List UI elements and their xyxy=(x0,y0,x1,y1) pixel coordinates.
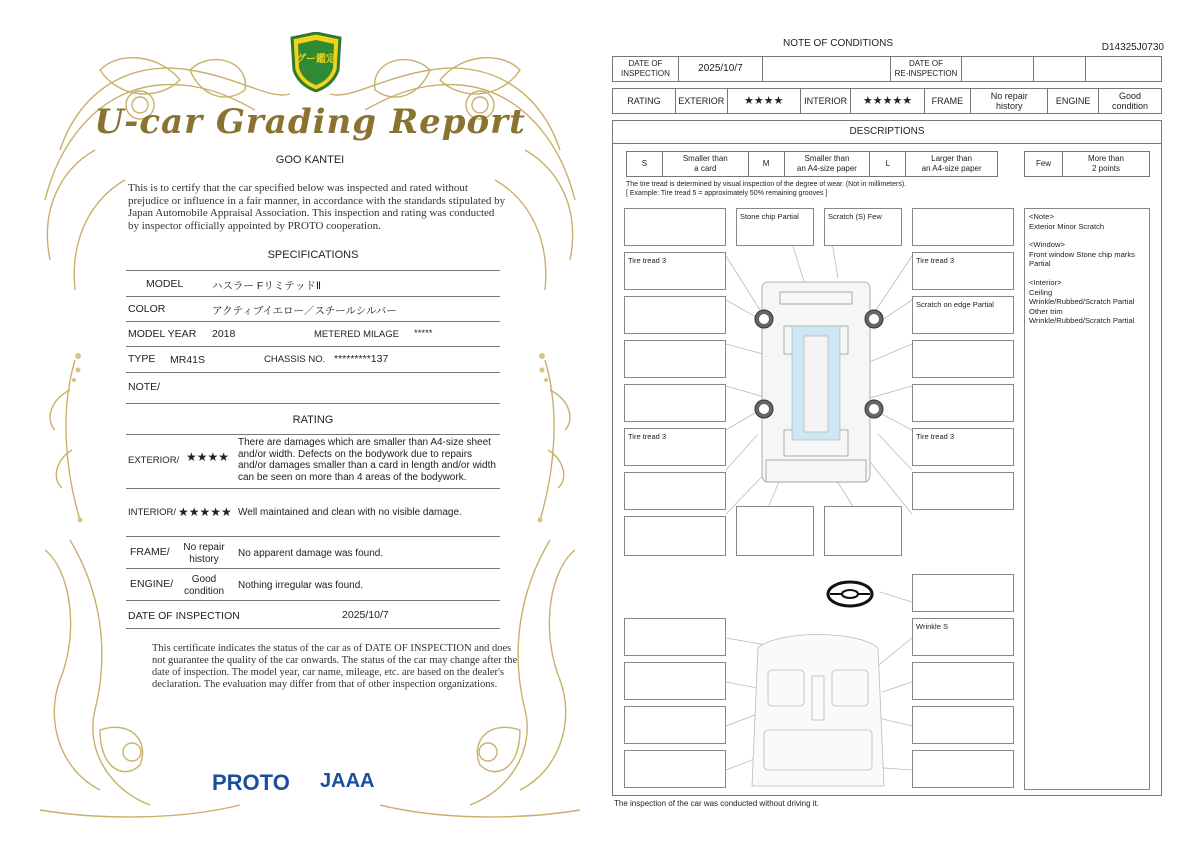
frame-label: FRAME xyxy=(924,89,971,114)
descriptions-heading: DESCRIPTIONS xyxy=(612,120,1162,144)
metered-milage-value: ***** xyxy=(414,328,433,339)
interior-stars: ★★★★★ xyxy=(178,505,232,519)
legend-s-desc xyxy=(662,152,748,177)
exterior-box-5 xyxy=(624,384,726,422)
note-text: Exterior Minor Scratch xyxy=(1029,221,1105,231)
steering-box xyxy=(912,574,1014,612)
chassis-label: CHASSIS NO. xyxy=(264,354,326,365)
legend-m: M xyxy=(748,152,784,177)
interior-description: Well maintained and clean with no visible damage. xyxy=(238,507,462,518)
frame-value xyxy=(971,89,1048,114)
rating-heading: RATING xyxy=(292,414,334,426)
reinspection-label xyxy=(890,57,962,82)
divider xyxy=(126,628,500,629)
tire-box-rear-left: Tire tread 3 xyxy=(624,428,726,466)
date-inspection-label-line-1: DATE OF xyxy=(628,59,663,68)
note-of-conditions xyxy=(608,30,1168,820)
rating-label: RATING xyxy=(613,89,676,114)
model-year-value: 2018 xyxy=(212,328,236,340)
legend-few-desc-line-2: 2 points xyxy=(1091,164,1121,173)
logos xyxy=(212,770,412,800)
badge-text: グー鑑定 xyxy=(296,54,336,65)
type-value: MR41S xyxy=(170,354,206,366)
interior-text-1: Ceiling xyxy=(1029,287,1053,297)
empty-cell xyxy=(1086,57,1162,82)
legend-s-desc-line-1: Smaller than xyxy=(682,154,728,163)
frame-value-line-1: No repair xyxy=(990,91,1028,101)
note-label: NOTE/ xyxy=(128,381,161,393)
note-heading: <Note> xyxy=(1029,212,1054,221)
date-inspection-label xyxy=(613,57,679,82)
exterior-box-r7 xyxy=(912,472,1014,510)
proto-logo: PROTO xyxy=(212,770,290,795)
frame-label: FRAME/ xyxy=(130,546,170,558)
reinspection-label-line-1: DATE OF xyxy=(908,59,944,68)
window-text: Front window Stone chip marks Partial xyxy=(1029,249,1135,269)
engine-description: Nothing irregular was found. xyxy=(238,580,364,591)
divider xyxy=(126,488,500,489)
exterior-label: EXTERIOR xyxy=(675,89,727,114)
tire-note-line-1: The tire tread is determined by visual inspection of the degree of wear. (Not in millimeters). xyxy=(626,181,907,188)
divider xyxy=(126,600,500,601)
engine-value-line-1: Good xyxy=(191,574,217,585)
legend-l-desc-line-2: an A4-size paper xyxy=(921,164,982,173)
date-of-inspection-label: DATE OF INSPECTION xyxy=(128,610,240,622)
engine-value xyxy=(1099,89,1162,114)
exterior-box-rear-2 xyxy=(824,506,902,556)
interior-box-l3 xyxy=(624,706,726,744)
certificate-disclaimer: This certificate indicates the status of the car as of DATE OF INSPECTION and does not guarantee the quality of the car onwards. The status of the car may change after the date of inspection. The model year, car name, mileage, etc. are based on the dealer's declaration. The evaluation may differ from that of other inspection organizations. xyxy=(152,643,518,690)
exterior-stars: ★★★★ xyxy=(727,89,800,114)
stone-chip-box: Stone chip Partial xyxy=(736,208,814,246)
interior-stars: ★★★★★ xyxy=(851,89,924,114)
divider xyxy=(126,346,500,347)
type-label: TYPE xyxy=(128,353,156,365)
interior-box-r4 xyxy=(912,750,1014,788)
window-heading: <Window> xyxy=(1029,240,1065,250)
interior-box-r2 xyxy=(912,662,1014,700)
exterior-box-8 xyxy=(624,516,726,556)
specifications-heading: SPECIFICATIONS xyxy=(267,249,359,261)
interior-text-4: Wrinkle/Rubbed/Scratch Partial xyxy=(1029,316,1135,326)
size-legend xyxy=(626,151,998,177)
legend-l-desc xyxy=(906,152,998,177)
scratch-edge-box: Scratch on edge Partial xyxy=(912,296,1014,334)
notes-panel xyxy=(1024,208,1150,790)
interior-label: INTERIOR/ xyxy=(128,507,177,518)
jaaa-logo: JAAA xyxy=(320,770,375,792)
date-of-inspection-value: 2025/10/7 xyxy=(342,609,389,621)
divider xyxy=(126,403,500,404)
legend-few-desc-line-1: More than xyxy=(1087,154,1125,163)
divider xyxy=(126,270,500,271)
exterior-box-r1 xyxy=(912,208,1014,246)
engine-label: ENGINE/ xyxy=(130,578,174,590)
grading-certificate xyxy=(40,30,580,830)
engine-value xyxy=(174,574,234,597)
interior-box-l1 xyxy=(624,618,726,656)
empty-cell xyxy=(962,57,1034,82)
frame-description: No apparent damage was found. xyxy=(238,548,384,559)
frame-value-line-2: history xyxy=(996,101,1023,111)
divider xyxy=(126,321,500,322)
date-inspection-label-line-2: INSPECTION xyxy=(621,69,670,78)
legend-m-desc xyxy=(784,152,870,177)
empty-cell xyxy=(762,57,890,82)
empty-cell xyxy=(1034,57,1086,82)
interior-box-l2 xyxy=(624,662,726,700)
color-label: COLOR xyxy=(128,303,166,315)
divider xyxy=(126,372,500,373)
engine-value-line-2: condition xyxy=(183,585,225,597)
exterior-box-3 xyxy=(624,296,726,334)
legend-m-desc-line-2: an A4-size paper xyxy=(796,164,857,173)
frame-value-line-2: history xyxy=(189,553,219,565)
exterior-label: EXTERIOR/ xyxy=(128,455,180,466)
legend-l: L xyxy=(870,152,906,177)
tire-box-front-left: Tire tread 3 xyxy=(624,252,726,290)
legend-few: Few xyxy=(1025,152,1063,177)
inspection-footnote: The inspection of the car was conducted without driving it. xyxy=(614,799,819,808)
frame-value xyxy=(174,542,234,565)
engine-value-line-2: condition xyxy=(1112,101,1149,111)
model-year-label: MODEL YEAR xyxy=(128,328,197,340)
date-table xyxy=(612,56,1162,82)
date-inspection-value: 2025/10/7 xyxy=(678,57,762,82)
tire-box-front-right: Tire tread 3 xyxy=(912,252,1014,290)
legend-s-desc-line-2: a card xyxy=(694,164,717,173)
reinspection-label-line-2: RE-INSPECTION xyxy=(894,69,958,78)
tire-box-rear-right: Tire tread 3 xyxy=(912,428,1014,466)
exterior-box-1 xyxy=(624,208,726,246)
divider xyxy=(126,536,500,537)
metered-milage-label: METERED MILAGE xyxy=(314,329,399,340)
conditions-title: NOTE OF CONDITIONS xyxy=(783,38,893,49)
exterior-description: There are damages which are smaller than A4-size sheet and/or width. Defects on the bodywork due to repairs and/or damages smaller than a card in length and/or width can be seen on more than 4 areas of the bodywork. xyxy=(238,437,496,483)
gold-ornament-frame xyxy=(40,30,580,830)
divider xyxy=(126,568,500,569)
exterior-box-4 xyxy=(624,340,726,378)
interior-box-l4 xyxy=(624,750,726,788)
wrinkle-box: Wrinkle S xyxy=(912,618,1014,656)
exterior-box-r4 xyxy=(912,340,1014,378)
interior-box-r3 xyxy=(912,706,1014,744)
model-value: ハスラー FリミテッドⅡ xyxy=(212,280,321,292)
divider xyxy=(126,434,500,435)
exterior-stars: ★★★★ xyxy=(186,450,230,464)
count-legend xyxy=(1024,151,1150,177)
report-title: U-car Grading Report xyxy=(94,102,526,142)
engine-value-line-1: Good xyxy=(1119,91,1142,101)
report-subtitle: GOO KANTEI xyxy=(275,154,345,166)
chassis-value: *********137 xyxy=(334,353,389,365)
document-code: D14325J0730 xyxy=(1101,42,1164,53)
color-value: アクティブイエロー／スチールシルバー xyxy=(212,305,397,317)
legend-l-desc-line-1: Larger than xyxy=(931,154,973,163)
interior-text-3: Other trim xyxy=(1029,306,1063,316)
exterior-box-rear-1 xyxy=(736,506,814,556)
exterior-box-7 xyxy=(624,472,726,510)
model-label: MODEL xyxy=(146,278,184,290)
legend-s: S xyxy=(627,152,663,177)
legend-m-desc-line-1: Smaller than xyxy=(804,154,850,163)
legend-few-desc xyxy=(1063,152,1150,177)
frame-value-line-1: No repair xyxy=(183,542,225,553)
certification-statement: This is to certify that the car specified below was inspected and rated without prejudice or influence in a fair manner, in accordance with the standards stipulated by Japan Automobile Appraisal Association. This inspection and rating was conducted by inspector officially appointed by PROTO cooperation. xyxy=(128,182,506,232)
engine-label: ENGINE xyxy=(1048,89,1099,114)
interior-text-2: Wrinkle/Rubbed/Scratch Partial xyxy=(1029,297,1135,307)
interior-label: INTERIOR xyxy=(800,89,851,114)
tire-note-line-2: [ Example: Tire tread 5 = approximately 50% remaining grooves ] xyxy=(626,190,828,197)
divider xyxy=(126,296,500,297)
scratch-few-box: Scratch (S) Few xyxy=(824,208,902,246)
exterior-box-r5 xyxy=(912,384,1014,422)
interior-heading: <Interior> xyxy=(1029,277,1062,287)
rating-table xyxy=(612,88,1162,114)
